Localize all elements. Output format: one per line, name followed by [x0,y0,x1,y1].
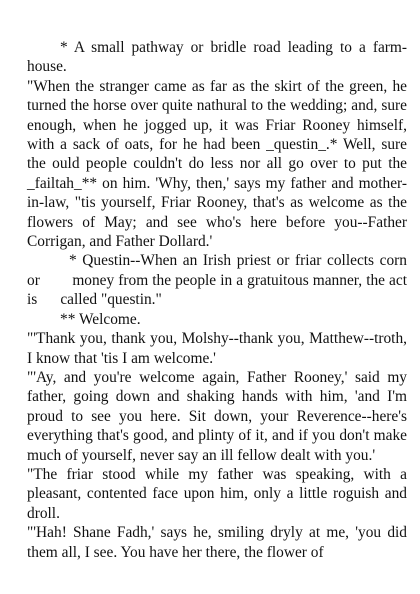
footnote-pathway: * A small pathway or bridle road leading to a farm-house. [27,39,407,76]
paragraph-shane-fadh: "'Hah! Shane Fadh,' says he, smiling dryly at me, 'you did them all, I see. You have her there, the flower of [27,524,411,561]
footnote-welcome: ** Welcome. [60,310,141,328]
paragraph-friar-stood: "The friar stood while my father was speaking, with a pleasant, contented face upon him, only a little roguish and droll. [27,465,411,522]
paragraph-thank-you: "'Thank you, thank you, Molshy--thank you, Matthew--troth, I know that 'tis I am welcome.' [27,330,411,367]
footnote-questin: * Questin--When an Irish priest or friar collects corn or money from the people in a gratuitous manner, the act is called "questin." [27,252,411,309]
paragraph-stranger-arrives: "When the stranger came as far as the skirt of the green, he turned the horse over quite nathural to the wedding; and, sure enough, when he jogged up, it was Friar Rooney himself, with a sack of oats, for he had been _questin_.* Well, sure the ould people couldn't do less nor all go over to put the _failtah_** on him. 'Why, then,' says my father and mother-in-law, "tis yourself, Friar Rooney, that's as welcome as the flowers of May; and see who's here before you--Father Corrigan, and Father Dollard.' [27,77,411,251]
paragraph-welcome-again: "'Ay, and you're welcome again, Father Rooney,' said my father, going down and shaking hands with him, 'and I'm proud to see you here. Sit down, your Reverence--here's everything that's good, and plinty of it, and if you don't make much of yourself, never say an ill fellow dealt with you.' [27,368,411,464]
